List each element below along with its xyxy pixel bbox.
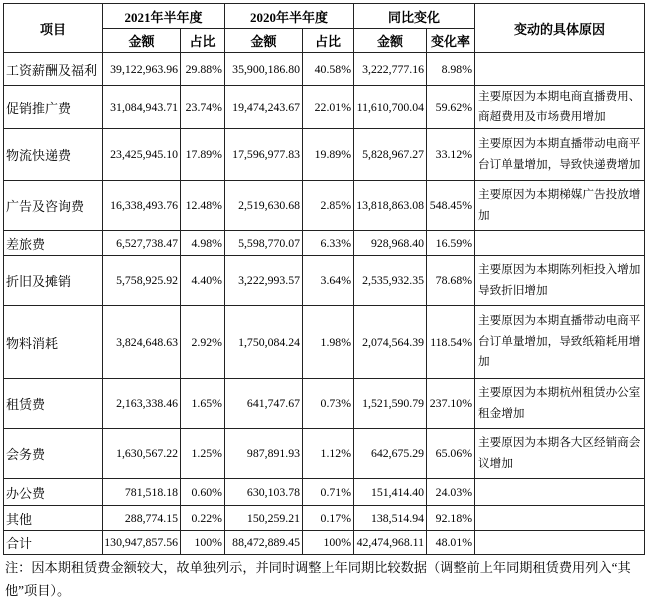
row-other (4, 506, 645, 531)
yoy-rate: 59.62% (427, 86, 475, 129)
share-2020: 2.85% (303, 181, 354, 231)
amount-2021: 781,518.18 (103, 479, 181, 506)
header-share-2021: 占比 (181, 29, 225, 53)
row-rent (4, 379, 645, 429)
share-2020: 100% (303, 531, 354, 555)
yoy-rate: 237.10% (427, 379, 475, 429)
header-row-groups (4, 4, 645, 29)
item-label: 折旧及摊销 (4, 256, 103, 306)
amount-2020: 1,750,084.24 (225, 306, 303, 379)
header-yoy-amount: 金额 (354, 29, 427, 53)
share-2020: 1.98% (303, 306, 354, 379)
yoy-rate: 24.03% (427, 479, 475, 506)
yoy-rate: 33.12% (427, 129, 475, 181)
share-2020: 6.33% (303, 231, 354, 256)
change-reason: 主要原因为本期各大区经销商会议增加 (475, 429, 645, 479)
amount-2020: 17,596,977.83 (225, 129, 303, 181)
item-label: 办公费 (4, 479, 103, 506)
item-label: 差旅费 (4, 231, 103, 256)
row-conference (4, 429, 645, 479)
header-share-2020: 占比 (303, 29, 354, 53)
yoy-amount: 42,474,968.11 (354, 531, 427, 555)
header-amount-2020: 金额 (225, 29, 303, 53)
yoy-amount: 928,968.40 (354, 231, 427, 256)
share-2020: 1.12% (303, 429, 354, 479)
amount-2021: 2,163,338.46 (103, 379, 181, 429)
row-salary-welfare (4, 53, 645, 86)
change-reason (475, 531, 645, 555)
item-label: 租赁费 (4, 379, 103, 429)
header-item: 项目 (4, 4, 103, 53)
item-label: 其他 (4, 506, 103, 531)
share-2021: 4.40% (181, 256, 225, 306)
header-yoy-rate: 变化率 (427, 29, 475, 53)
amount-2020: 19,474,243.67 (225, 86, 303, 129)
share-2020: 22.01% (303, 86, 354, 129)
share-2020: 40.58% (303, 53, 354, 86)
change-reason: 主要原因为本期直播带动电商平台订单量增加，导致快递费增加 (475, 129, 645, 181)
row-materials (4, 306, 645, 379)
item-label: 促销推广费 (4, 86, 103, 129)
amount-2021: 16,338,493.76 (103, 181, 181, 231)
header-amount-2021: 金额 (103, 29, 181, 53)
share-2021: 12.48% (181, 181, 225, 231)
share-2020: 19.89% (303, 129, 354, 181)
row-advertising-consulting (4, 181, 645, 231)
share-2021: 0.60% (181, 479, 225, 506)
change-reason: 主要原因为本期直播带动电商平台订单量增加，导致纸箱耗用增加 (475, 306, 645, 379)
amount-2020: 150,259.21 (225, 506, 303, 531)
footnote: 注：因本期租赁费金额较大，故单独列示，并同时调整上年同期比较数据（调整前上年同期租赁费用列入“其他”项目）。 (5, 560, 631, 598)
share-2021: 4.98% (181, 231, 225, 256)
change-reason (475, 506, 645, 531)
share-2021: 1.65% (181, 379, 225, 429)
yoy-rate: 78.68% (427, 256, 475, 306)
yoy-rate: 8.98% (427, 53, 475, 86)
yoy-amount: 2,535,932.35 (354, 256, 427, 306)
share-2020: 0.73% (303, 379, 354, 429)
yoy-amount: 13,818,863.08 (354, 181, 427, 231)
yoy-amount: 2,074,564.39 (354, 306, 427, 379)
row-travel (4, 231, 645, 256)
change-reason: 主要原因为本期电商直播费用、商超费用及市场费用增加 (475, 86, 645, 129)
header-2021-half-year: 2021年半年度 (103, 4, 225, 29)
amount-2020: 88,472,889.45 (225, 531, 303, 555)
table-body (4, 53, 645, 555)
change-reason (475, 231, 645, 256)
row-office (4, 479, 645, 506)
amount-2021: 23,425,945.10 (103, 129, 181, 181)
amount-2020: 35,900,186.80 (225, 53, 303, 86)
share-2021: 100% (181, 531, 225, 555)
share-2021: 17.89% (181, 129, 225, 181)
header-yoy-change: 同比变化 (354, 4, 475, 29)
yoy-rate: 48.01% (427, 531, 475, 555)
row-logistics-express (4, 129, 645, 181)
share-2020: 0.17% (303, 506, 354, 531)
share-2021: 0.22% (181, 506, 225, 531)
amount-2021: 130,947,857.56 (103, 531, 181, 555)
yoy-amount: 642,675.29 (354, 429, 427, 479)
yoy-rate: 548.45% (427, 181, 475, 231)
yoy-amount: 151,414.40 (354, 479, 427, 506)
row-total (4, 531, 645, 555)
share-2021: 23.74% (181, 86, 225, 129)
item-label: 会务费 (4, 429, 103, 479)
yoy-rate: 118.54% (427, 306, 475, 379)
change-reason: 主要原因为本期杭州租赁办公室租金增加 (475, 379, 645, 429)
amount-2021: 1,630,567.22 (103, 429, 181, 479)
item-label: 工资薪酬及福利 (4, 53, 103, 86)
yoy-rate: 65.06% (427, 429, 475, 479)
change-reason (475, 479, 645, 506)
amount-2021: 39,122,963.96 (103, 53, 181, 86)
yoy-amount: 5,828,967.27 (354, 129, 427, 181)
amount-2020: 641,747.67 (225, 379, 303, 429)
yoy-rate: 92.18% (427, 506, 475, 531)
item-label: 合计 (4, 531, 103, 555)
share-2021: 1.25% (181, 429, 225, 479)
amount-2021: 288,774.15 (103, 506, 181, 531)
row-depreciation-amortization (4, 256, 645, 306)
share-2020: 0.71% (303, 479, 354, 506)
yoy-amount: 3,222,777.16 (354, 53, 427, 86)
amount-2021: 31,084,943.71 (103, 86, 181, 129)
share-2021: 2.92% (181, 306, 225, 379)
yoy-amount: 11,610,700.04 (354, 86, 427, 129)
yoy-amount: 138,514.94 (354, 506, 427, 531)
amount-2020: 2,519,630.68 (225, 181, 303, 231)
yoy-amount: 1,521,590.79 (354, 379, 427, 429)
change-reason (475, 53, 645, 86)
share-2021: 29.88% (181, 53, 225, 86)
table-header (4, 4, 645, 53)
item-label: 物料消耗 (4, 306, 103, 379)
amount-2020: 630,103.78 (225, 479, 303, 506)
expense-comparison-table (3, 3, 645, 555)
amount-2021: 3,824,648.63 (103, 306, 181, 379)
row-promotion (4, 86, 645, 129)
header-2020-half-year: 2020年半年度 (225, 4, 354, 29)
change-reason: 主要原因为本期陈列柜投入增加导致折旧增加 (475, 256, 645, 306)
yoy-rate: 16.59% (427, 231, 475, 256)
item-label: 物流快递费 (4, 129, 103, 181)
header-change-reason: 变动的具体原因 (475, 4, 645, 53)
share-2020: 3.64% (303, 256, 354, 306)
amount-2021: 5,758,925.92 (103, 256, 181, 306)
amount-2020: 3,222,993.57 (225, 256, 303, 306)
item-label: 广告及咨询费 (4, 181, 103, 231)
amount-2021: 6,527,738.47 (103, 231, 181, 256)
amount-2020: 5,598,770.07 (225, 231, 303, 256)
change-reason: 主要原因为本期梯媒广告投放增加 (475, 181, 645, 231)
amount-2020: 987,891.93 (225, 429, 303, 479)
